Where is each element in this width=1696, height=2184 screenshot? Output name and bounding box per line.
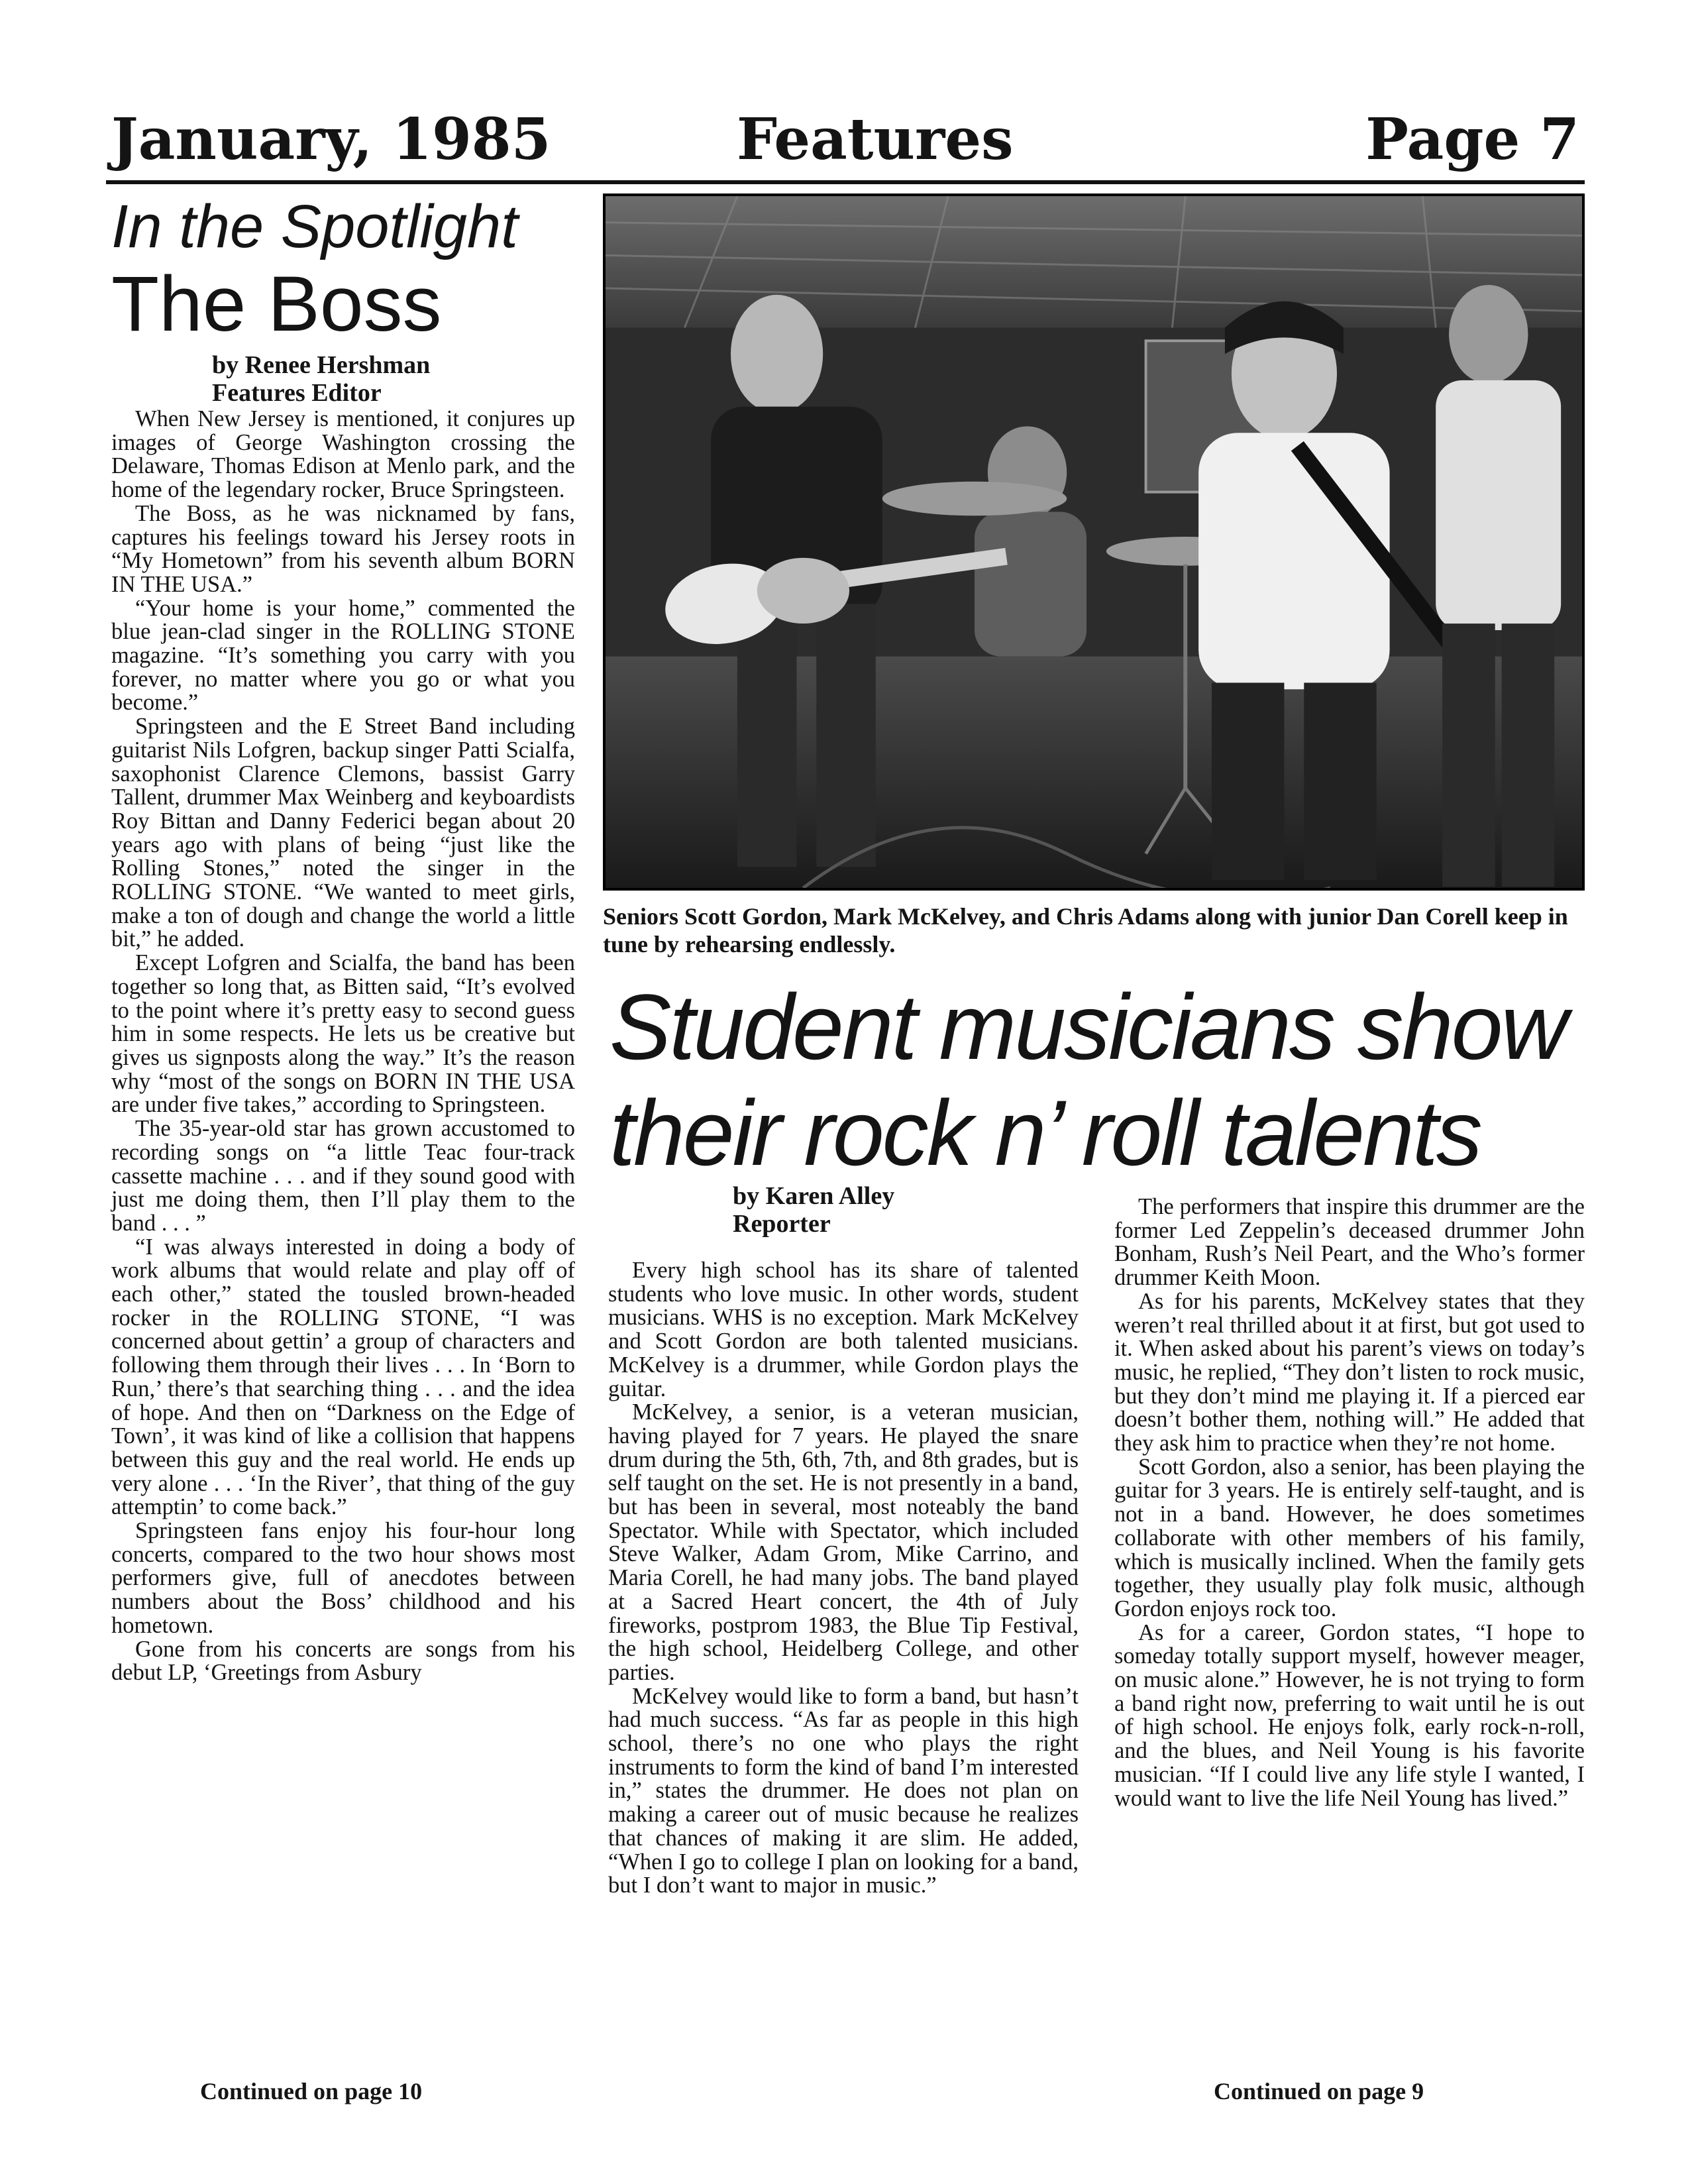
boss-paragraph: Gone from his concerts are songs from his debut LP, ‘Greetings from Asbury bbox=[111, 1636, 575, 1686]
boss-byline-role: Features Editor bbox=[212, 379, 382, 407]
musicians-headline bbox=[610, 974, 1583, 1186]
boss-title: The Boss bbox=[111, 260, 442, 348]
boss-byline-name: by Renee Hershman bbox=[212, 351, 431, 379]
musicians-paragraph: McKelvey, a senior, is a veteran musician, having played for 7 years. He played the snare drum during the 5th, 6th, 7th, and 8th grades, but is self taught on the set. He is not presently in a band, but has been in several, most noteably the band Spectator. While with Spectator, which included Steve Walker, Adam Grom, Mike Carrino, and Maria Corell, he had many jobs. The band played at a Sacred Heart concert, the 4th of July fireworks, postprom 1983, the Blue Tip Festival, the high school, Heidelberg College, and other parties. bbox=[608, 1399, 1079, 1685]
boss-paragraph: “Your home is your home,” commented the blue jean-clad singer in the ROLLING STONE magazine. “It’s something you carry with you forever, no matter where you go or what you become.” bbox=[111, 595, 575, 716]
musicians-byline bbox=[733, 1182, 894, 1238]
band-photo-illustration bbox=[606, 196, 1582, 888]
boss-paragraph: Springsteen fans enjoy his four-hour long concerts, compared to the two hour shows most performers give, full of anecdotes between numbers about the Boss’ childhood and his hometown. bbox=[111, 1518, 575, 1638]
musicians-headline-line: Student musicians show bbox=[610, 975, 1566, 1079]
boss-kicker: In the Spotlight bbox=[111, 193, 518, 260]
musicians-paragraph: Every high school has its share of talented students who love music. In other words, student musicians. WHS is no exception. Mark McKelvey and Scott Gordon are both talented musicians. McKelvey is a drummer, while Gordon plays the guitar. bbox=[608, 1258, 1079, 1401]
masthead-date: January, 1985 bbox=[111, 106, 551, 173]
masthead-rule bbox=[106, 180, 1585, 184]
boss-body bbox=[111, 408, 575, 1685]
musicians-paragraph: As for his parents, McKelvey states that they weren’t real thrilled about it at first, but got used to it. When asked about his parent’s views on today’s music, he replied, “They don’t listen to rock music, but they don’t mind me playing it. If a pierced ear doesn’t bother them, nothing will.” He added that they ask him to practice when they’re not home. bbox=[1114, 1288, 1585, 1456]
musicians-continued: Continued on page 9 bbox=[1214, 2078, 1424, 2104]
musicians-headline-line: their rock n’ roll talents bbox=[610, 1081, 1481, 1185]
boss-paragraph: Except Lofgren and Scialfa, the band has been together so long that, as Bitten said, “It’s evolved to the point where it’s pretty easy to second guess him in some respects. He lets us be creative but gives us signposts along the way.” It’s the reason why “most of the songs on BORN IN THE USA are under five takes,” according to Springsteen. bbox=[111, 950, 575, 1118]
boss-paragraph: The Boss, as he was nicknamed by fans, captures his feelings toward his Jersey roots in “My Hometown” from his seventh album BORN IN THE USA.” bbox=[111, 500, 575, 597]
musicians-byline-role: Reporter bbox=[733, 1210, 831, 1238]
boss-continued: Continued on page 10 bbox=[200, 2078, 423, 2104]
musicians-paragraph: As for a career, Gordon states, “I hope to someday totally support myself, however meager, on music alone.” However, he is not trying to form a band right now, preferring to wait until he is out of high school. He enjoys folk, early rock-n-roll, and the blues, and Neil Young is his favorite musician. “If I could live any life style I wanted, I would want to live the life Neil Young has lived.” bbox=[1114, 1619, 1585, 1811]
boss-byline bbox=[212, 351, 430, 407]
boss-paragraph: “I was always interested in doing a body of work albums that would relate and play off of each other,” stated the tousled brown-headed rocker in the ROLLING STONE, “I was concerned about gettin’ a group of characters and following them through their lives . . . In ‘Born to Run,’ there’s that searching thing . . . and the idea of hope. And then on “Darkness on the Edge of Town’, it was kind of like a collision that happens between this guy and the real world. He ends up very alone . . . ‘In the River’, that thing of the guy attemptin’ to come back.” bbox=[111, 1234, 575, 1520]
musicians-paragraph: The performers that inspire this drummer are the former Led Zeppelin’s deceased drummer John Bonham, Rush’s Neil Peart, and the Who’s former drummer Keith Moon. bbox=[1114, 1194, 1585, 1291]
musicians-body-right bbox=[1114, 1195, 1585, 1810]
boss-paragraph: Springsteen and the E Street Band including guitarist Nils Lofgren, backup singer Patti Scialfa, saxophonist Clarence Clemons, bassist Garry Tallent, drummer Max Weinberg and keyboardists Roy Bittan and Danny Federici began about 20 years ago with plans of being “just like the Rolling Stones,” noted the singer in the ROLLING STONE. “We wanted to meet girls, make a ton of dough and change the world a little bit,” he added. bbox=[111, 714, 575, 952]
musicians-byline-name: by Karen Alley bbox=[733, 1182, 895, 1210]
musicians-body-left bbox=[608, 1259, 1079, 1898]
boss-paragraph: The 35-year-old star has grown accustomed to recording songs on “a little Teac four-track cassette machine . . . and if they sound good with just me doing them, then I’ll play them to the band . . . ” bbox=[111, 1116, 575, 1236]
musicians-paragraph: McKelvey would like to form a band, but hasn’t had much success. “As far as people in this high school, there’s no one who plays the right instruments to form the kind of band I’m interested in,” states the drummer. He does not plan on making a career out of music because he realizes that chances of making it are slim. He added, “When I go to college I plan on looking for a band, but I don’t want to major in music.” bbox=[608, 1683, 1079, 1898]
musicians-paragraph: Scott Gordon, also a senior, has been playing the guitar for 3 years. He is entirely self-taught, and is not in a band. However, he does sometimes collaborate with other members of his family, which is musically inclined. When the family gets together, they usually play folk music, although Gordon enjoys rock too. bbox=[1114, 1454, 1585, 1621]
boss-paragraph: When New Jersey is mentioned, it conjures up images of George Washington crossing the Delaware, Thomas Edison at Menlo park, and the home of the legendary rocker, Bruce Springsteen. bbox=[111, 406, 575, 503]
band-photo bbox=[603, 193, 1585, 891]
masthead-section: Features bbox=[737, 106, 1014, 173]
masthead-page-number: Page 7 bbox=[1365, 106, 1579, 173]
photo-caption: Seniors Scott Gordon, Mark McKelvey, and Chris Adams along with junior Dan Corell keep in tune by rehearsing endlessly. bbox=[603, 903, 1568, 957]
